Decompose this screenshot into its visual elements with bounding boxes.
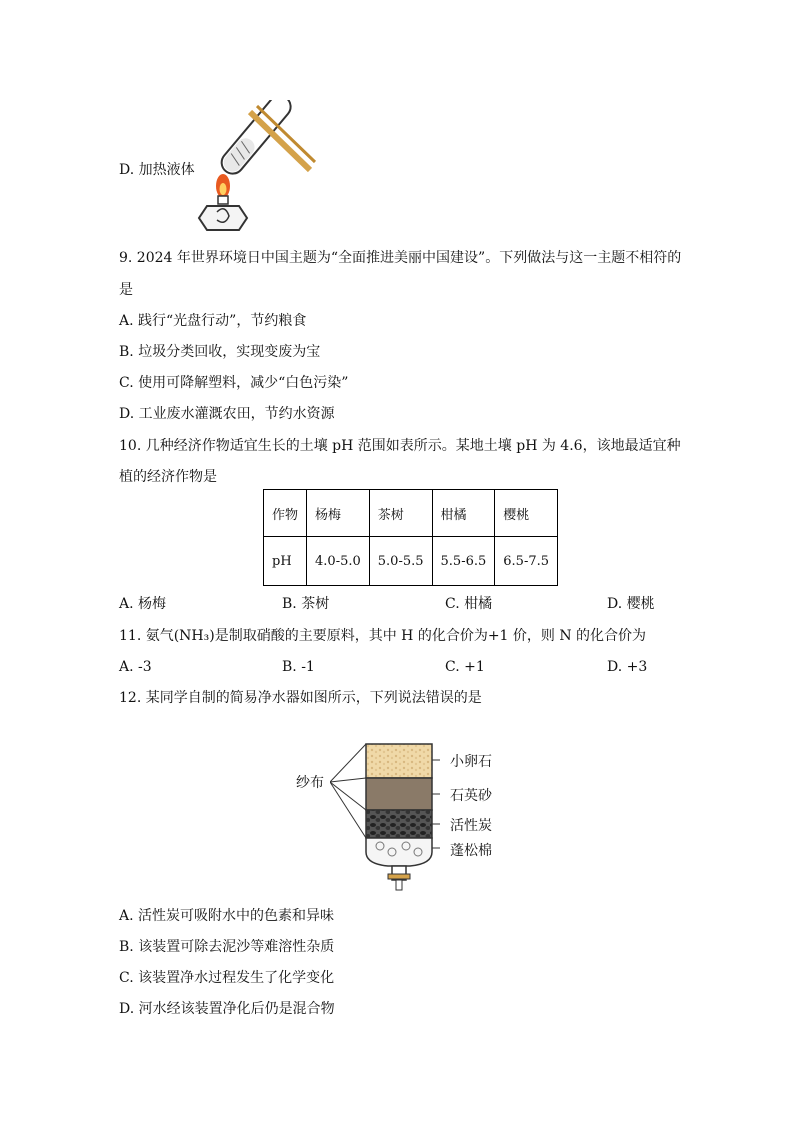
q11-option-c: C. +1 (445, 659, 485, 675)
table-cell: 茶树 (369, 490, 432, 537)
label-activated-carbon: 活性炭 (450, 818, 492, 834)
q11-option-d: D. +3 (607, 659, 648, 675)
q8-option-d: D. 加热液体 (119, 162, 195, 178)
q9-option-b: B. 垃圾分类回收，实现变废为宝 (119, 344, 321, 360)
label-cotton: 蓬松棉 (450, 843, 492, 859)
q9-option-d: D. 工业废水灌溉农田，节约水资源 (119, 406, 335, 422)
table-cell: 5.5-6.5 (432, 537, 495, 586)
table-cell: pH (264, 537, 307, 586)
table-row (264, 537, 558, 586)
q10-option-b: B. 茶树 (282, 596, 330, 612)
q11-stem: 11. 氨气(NH₃)是制取硝酸的主要原料，其中 H 的化合价为+1 价，则 N 的化合价为 (119, 628, 647, 644)
table-cell: 5.0-5.5 (369, 537, 432, 586)
q9-stem: 9. 2024 年世界环境日中国主题为“全面推进美丽中国建设”。下列做法与这一主题不相符的 (119, 250, 682, 266)
q9-option-a: A. 践行“光盘行动”，节约粮食 (119, 313, 307, 329)
q11-option-b: B. -1 (282, 659, 315, 675)
q10-option-d: D. 樱桃 (607, 596, 655, 612)
table-cell: 4.0-5.0 (307, 537, 370, 586)
q10-option-c: C. 柑橘 (445, 596, 493, 612)
table-cell: 柑橘 (432, 490, 495, 537)
label-quartz-sand: 石英砂 (450, 788, 492, 804)
table-cell: 6.5-7.5 (495, 537, 558, 586)
label-pebbles: 小卵石 (450, 754, 492, 770)
q10-stem-cont: 植的经济作物是 (119, 469, 217, 485)
table-cell: 樱桃 (495, 490, 558, 537)
table-row (264, 490, 558, 537)
q10-stem: 10. 几种经济作物适宜生长的土壤 pH 范围如表所示。某地土壤 pH 为 4.6，该地最适宜种 (119, 438, 681, 454)
q12-option-c: C. 该装置净水过程发生了化学变化 (119, 970, 335, 986)
water-purifier-figure (330, 742, 440, 892)
heating-liquid-figure (195, 100, 320, 235)
q11-option-a: A. -3 (119, 659, 152, 675)
q12-stem: 12. 某同学自制的简易净水器如图所示，下列说法错误的是 (119, 690, 482, 706)
q10-option-a: A. 杨梅 (119, 596, 167, 612)
q9-stem-cont: 是 (119, 282, 133, 298)
q9-option-c: C. 使用可降解塑料，减少“白色污染” (119, 375, 349, 391)
table-cell: 作物 (264, 490, 307, 537)
table-cell: 杨梅 (307, 490, 370, 537)
q12-option-b: B. 该装置可除去泥沙等难溶性杂质 (119, 939, 335, 955)
q12-option-d: D. 河水经该装置净化后仍是混合物 (119, 1001, 335, 1017)
ph-table (263, 489, 558, 586)
q12-option-a: A. 活性炭可吸附水中的色素和异味 (119, 908, 335, 924)
label-gauze: 纱布 (296, 775, 324, 791)
